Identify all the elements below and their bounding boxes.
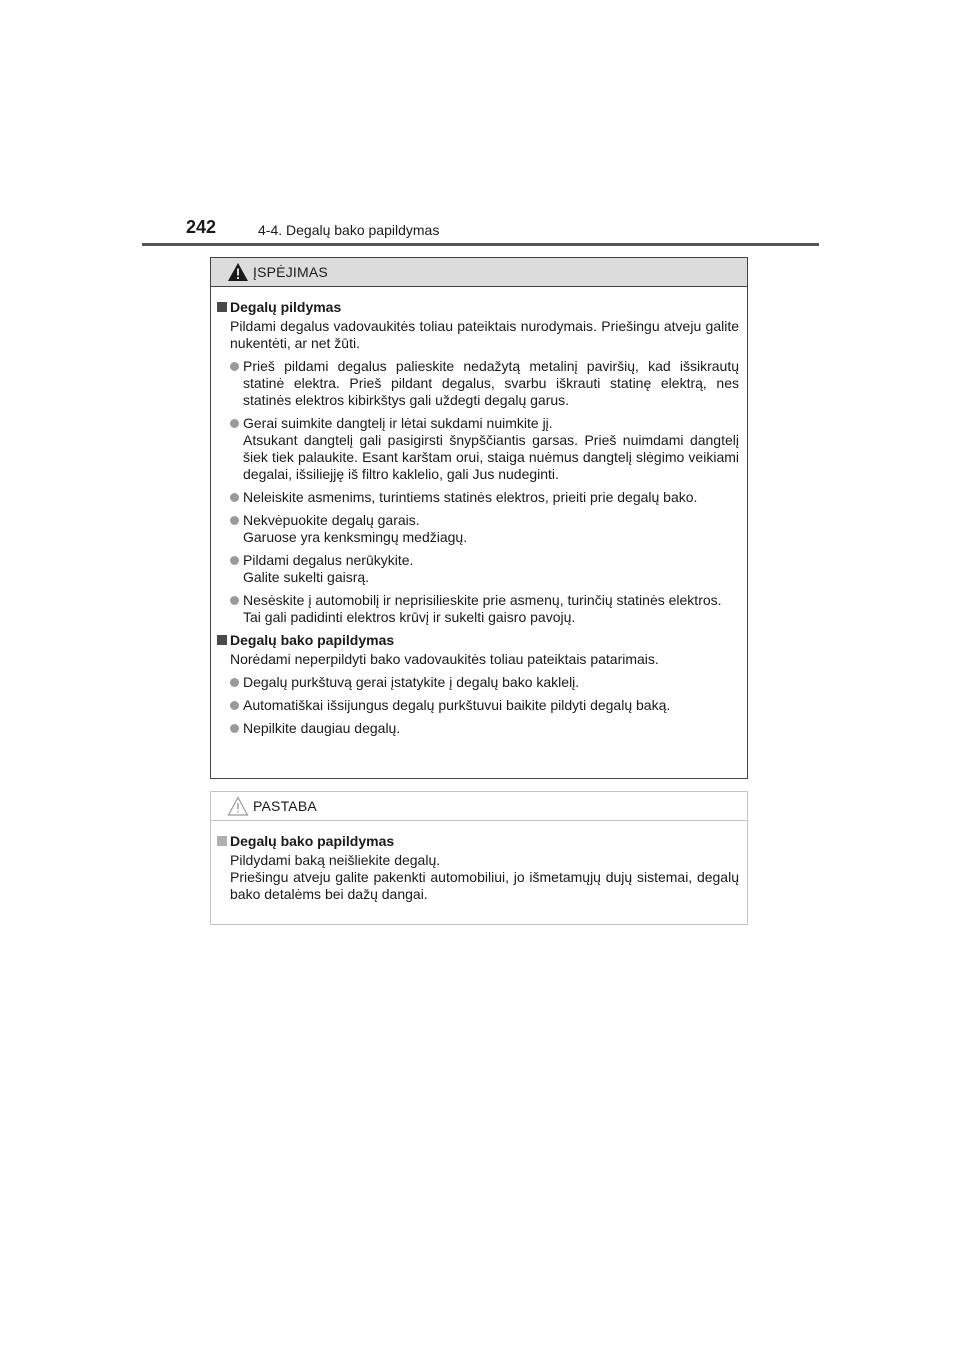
- round-bullet-icon: [230, 701, 239, 710]
- warning-triangle-icon: [227, 262, 249, 282]
- bullet-text: Nepilkite daugiau degalų.: [243, 720, 401, 736]
- note-subhead-text: Degalų bako papildymas: [230, 833, 395, 849]
- bullet-text: Degalų purkštuvą gerai įstatykite į degalų bako kaklelį.: [243, 674, 580, 690]
- round-bullet-icon: [230, 556, 239, 565]
- list-item: [217, 552, 739, 586]
- bullet-text: Galite sukelti gaisrą.: [243, 569, 370, 585]
- bullet-text: Atsukant dangtelį gali pasigirsti šnypščiantis garsas. Prieš nuimdami dangtelį šiek tiek palaukite. Esant karštam orui, staiga nuėmus dangtelį slėgimo veikiami degalai, išsiliejję iš filtro kaklelio, gali Jus nudeginti.: [243, 432, 739, 482]
- bullet-text: Nesėskite į automobilį ir neprisilieskite prie asmenų, turinčių statinės elektros.: [243, 592, 722, 608]
- warning-subhead-text: Degalų pildymas: [230, 299, 342, 315]
- square-bullet-icon: [217, 836, 227, 846]
- warning-intro: Pildami degalus vadovaukitės toliau pateiktais nurodymais. Priešingu atveju galite nukentėti, ar net žūti.: [230, 318, 739, 351]
- warning-label: ĮSPĖJIMAS: [253, 264, 328, 280]
- round-bullet-icon: [230, 678, 239, 687]
- bullet-text: Automatiškai išsijungus degalų purkštuvui baikite pildyti degalų baką.: [243, 697, 671, 713]
- list-item: [217, 720, 739, 737]
- list-item: [217, 512, 739, 546]
- warning-box: [210, 257, 748, 779]
- warning-box-header: [211, 258, 747, 287]
- note-line: Priešingu atveju galite pakenkti automobiliui, jo išmetamųjų dujų sistemai, degalų bako detalėms bei dažų dangai.: [230, 869, 739, 902]
- note-subhead: [217, 833, 739, 850]
- note-box-header: [211, 792, 747, 821]
- bullet-text: Gerai suimkite dangtelį ir lėtai sukdami nuimkite jį.: [243, 415, 553, 431]
- round-bullet-icon: [230, 419, 239, 428]
- bullet-text: Nekvėpuokite degalų garais.: [243, 512, 420, 528]
- round-bullet-icon: [230, 724, 239, 733]
- bullet-text: Prieš pildami degalus palieskite nedažytą metalinį paviršių, kad išsikrautų statinė elektra. Prieš pildant degalus, svarbu iškrauti statinę elektrą, nes statinės elektros kibirkštys gali uždegti degalų garus.: [243, 358, 739, 408]
- bullet-text: Neleiskite asmenims, turintiems statinės elektros, prieiti prie degalų bako.: [243, 489, 698, 505]
- list-item: [217, 592, 739, 626]
- bullet-text: Garuose yra kenksmingų medžiagų.: [243, 529, 468, 545]
- square-bullet-icon: [217, 302, 227, 312]
- note-label: PASTABA: [253, 798, 317, 814]
- list-item: [217, 697, 739, 714]
- bullet-text: Pildami degalus nerūkykite.: [243, 552, 414, 568]
- note-box: [210, 791, 748, 925]
- note-line: Pildydami baką neišliekite degalų.: [230, 852, 441, 868]
- list-item: [217, 415, 739, 483]
- bullet-text: Tai gali padidinti elektros krūvį ir sukelti gaisro pavojų.: [243, 609, 576, 625]
- section-title: 4-4. Degalų bako papildymas: [258, 222, 440, 238]
- list-item: [217, 358, 739, 409]
- warning-subhead: [217, 299, 739, 316]
- round-bullet-icon: [230, 596, 239, 605]
- list-item: [217, 489, 739, 506]
- caution-triangle-icon: [227, 796, 249, 816]
- warning-subhead-text: Degalų bako papildymas: [230, 632, 395, 648]
- note-text: [217, 852, 739, 903]
- page-number: 242: [186, 217, 217, 237]
- header-rule: [142, 243, 819, 246]
- warning-content: [211, 287, 747, 737]
- warning-intro: Norėdami neperpildyti bako vadovaukitės toliau pateiktais patarimais.: [230, 651, 659, 667]
- warning-subhead: [217, 632, 739, 649]
- round-bullet-icon: [230, 362, 239, 371]
- list-item: [217, 674, 739, 691]
- note-content: [211, 821, 747, 903]
- square-bullet-icon: [217, 635, 227, 645]
- round-bullet-icon: [230, 493, 239, 502]
- round-bullet-icon: [230, 516, 239, 525]
